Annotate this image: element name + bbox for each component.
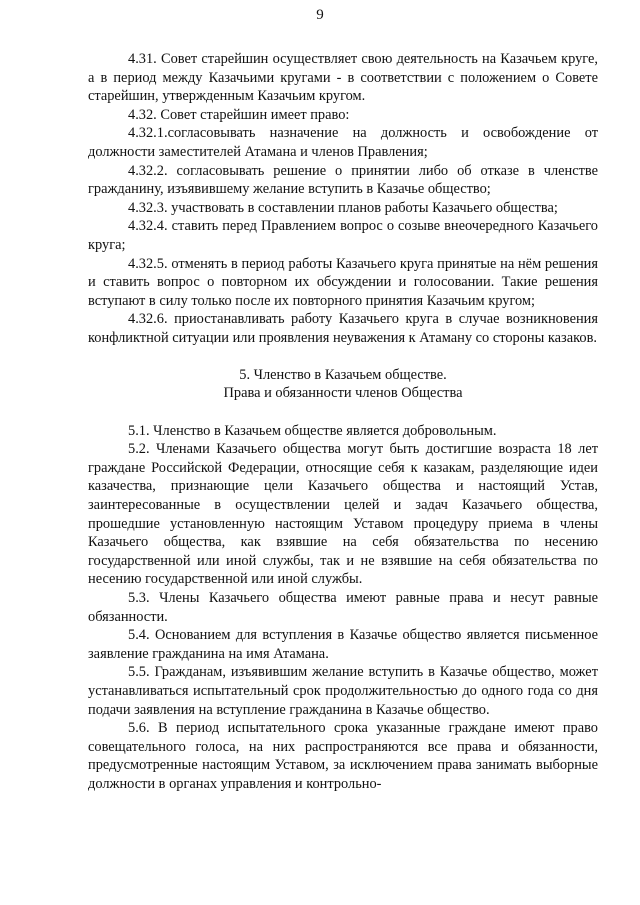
paragraph-4-32-3: 4.32.3. участвовать в составлении планов работы Казачьего общества; [128, 199, 558, 216]
paragraph-5-2: 5.2. Членами Казачьего общества могут быть достигшие возраста 18 лет граждане Российской Федерации, относящие себя к казакам, разделяющие идеи казачества, признающие цели Казачьего общества и настоящий Устав, заинтересованные в осуществлении целей и задач Казачьего общества, прошедшие установленную настоящим Уставом процедуру приема в члены Казачьего общества, как взявшие на себя обязательства по несению государственной или иной службы, так и не взявшие на себя обязательства по несению государственной или иной службы. [88, 441, 598, 588]
section-heading-title: 5. Членство в Казачьем обществе. [239, 366, 447, 383]
paragraph-4-32-2: 4.32.2. согласовывать решение о принятии либо об отказе в членстве гражданину, изъявившему желание вступить в Казачье общество; [88, 162, 598, 198]
paragraph-4-32: 4.32. Совет старейшин имеет право: [128, 106, 350, 123]
section-heading [88, 366, 598, 403]
paragraph-5-3: 5.3. Члены Казачьего общества имеют равные права и несут равные обязанности. [88, 590, 598, 625]
document-body [88, 50, 598, 794]
paragraph-5-1: 5.1. Членство в Казачьем обществе является добровольным. [128, 422, 497, 439]
page-number: 9 [316, 7, 324, 23]
paragraph-4-31: 4.31. Совет старейшин осуществляет свою деятельность на Казачьем круге, а в период между Казачьими кругами - в соответствии с положением о Совете старейшин, утвержденным Казачьим кругом. [88, 51, 598, 105]
paragraph-4-32-1: 4.32.1.согласовывать назначение на должность и освобождение от должности заместителей Атамана и членов Правления; [88, 125, 598, 160]
paragraph-5-6: 5.6. В период испытательного срока указанные граждане имеют право совещательного голоса, на них распространяются все права и обязанности, предусмотренные настоящим Уставом, за исключением права занимать выборные должности в органах управления и контрольно- [88, 720, 598, 792]
paragraph-4-32-5: 4.32.5. отменять в период работы Казачьего круга принятые на нём решения и ставить вопрос о повторном их обсуждении и голосовании. Такие решения вступают в силу только после их повторного принятия Казачьим кругом; [88, 255, 598, 309]
paragraph-4-32-6: 4.32.6. приостанавливать работу Казачьего круга в случае возникновения конфликтной ситуации или проявления неуважения к Атаману со стороны казаков. [88, 311, 598, 346]
paragraph-5-4: 5.4. Основанием для вступления в Казачье общество является письменное заявление гражданина на имя Атамана. [88, 627, 598, 662]
paragraph-5-5: 5.5. Гражданам, изъявившим желание вступить в Казачье общество, может устанавливаться испытательный срок продолжительностью до одного года со дня подачи заявления на вступление гражданина в Казачье общество. [88, 664, 598, 718]
section-heading-subtitle: Права и обязанности членов Общества [223, 385, 463, 402]
paragraph-4-32-4: 4.32.4. ставить перед Правлением вопрос о созыве внеочередного Казачьего круга; [88, 218, 598, 253]
